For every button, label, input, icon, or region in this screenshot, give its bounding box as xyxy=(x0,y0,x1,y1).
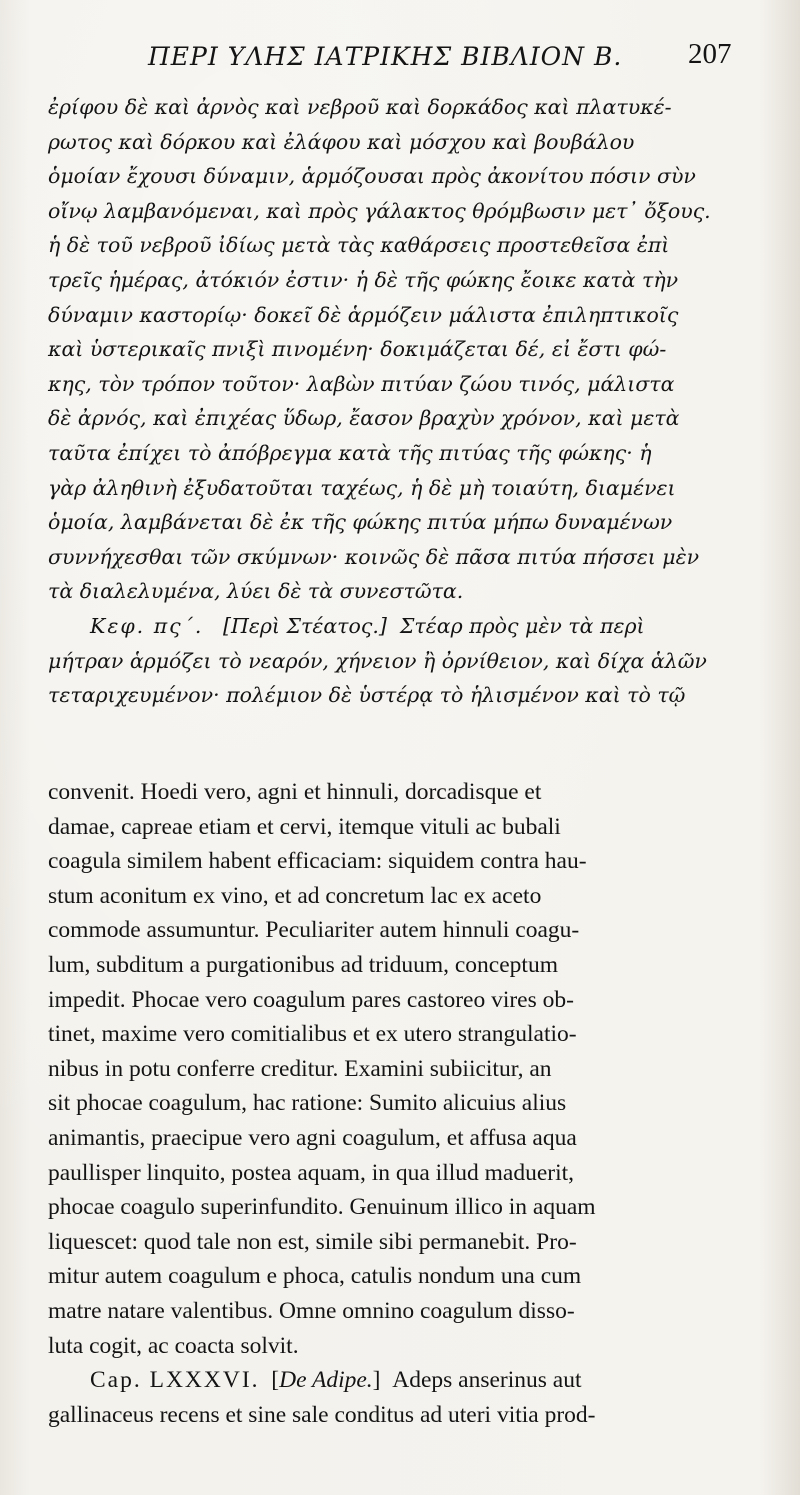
greek-chapter-text: Στέαρ πρὸς μὲν τὰ περὶ xyxy=(399,613,645,638)
greek-line: δύναμιν καστορίῳ· δοκεῖ δὲ ἁρμόζειν μάλιστα ἐπιληπτικοῖς xyxy=(48,302,679,327)
greek-line: ἡ δὲ τοῦ νεβροῦ ἰδίως μετὰ τὰς καθάρσεις προστεθεῖσα ἐπὶ xyxy=(48,233,670,258)
greek-line: καὶ ὑστερικαῖς πνιξὶ πινομένη· δοκιμάζεται δέ, εἰ ἔστι φώ- xyxy=(48,337,667,362)
greek-line: ταῦτα ἐπίχει τὸ ἀπόβρεγμα κατὰ τῆς πιτύας τῆς φώκης· ἡ xyxy=(48,440,652,465)
greek-line: ὁμοίαν ἔχουσι δύναμιν, ἁρμόζουσαι πρὸς ἀκονίτου πόσιν σὺν xyxy=(48,164,696,189)
latin-line: matre natare valentibus. Omne omnino coagulum disso- xyxy=(48,1297,575,1324)
greek-chapter-title: [Περὶ Στέατος.] xyxy=(223,613,387,638)
greek-line: τεταριχευμένον· πολέμιον δὲ ὑστέρᾳ τὸ ἡλισμένον καὶ τὸ τῷ xyxy=(48,683,686,708)
greek-line: δὲ ἀρνός, καὶ ἐπιχέας ὕδωρ, ἔασον βραχὺν χρόνον, καὶ μετὰ xyxy=(48,406,680,431)
running-head: ΠΕΡΙ ΥΛΗΣ ΙΑΤΡΙΚΗΣ ΒΙΒΛΙΟΝ Β. xyxy=(148,42,623,71)
page-header xyxy=(0,34,800,84)
page-number: 207 xyxy=(688,38,732,70)
greek-line: συννήχεσθαι τῶν σκύμνων· κοινῶς δὲ πᾶσα πιτύα πήσσει μὲν xyxy=(48,544,700,569)
latin-line: tinet, maxime vero comitialibus et ex utero strangulatio- xyxy=(48,1021,577,1048)
latin-text-block xyxy=(48,775,768,1432)
greek-line: κης, τὸν τρόπον τοῦτον· λαβὼν πιτύαν ζώου τινός, μάλιστα xyxy=(48,371,675,396)
greek-line: ὁμοία, λαμβάνεται δὲ ἐκ τῆς φώκης πιτύα μήπω δυναμένων xyxy=(48,510,673,535)
latin-line: stum aconitum ex vino, et ad concretum lac ex aceto xyxy=(48,882,542,909)
latin-line: nibus in potu conferre creditur. Examini subiicitur, an xyxy=(48,1055,552,1082)
latin-chapter-title: De Adipe. xyxy=(279,1367,373,1394)
latin-line: coagula similem habent efficaciam: siquidem contra hau- xyxy=(48,848,587,875)
greek-line: οἴνῳ λαμβανόμεναι, καὶ πρὸς γάλακτος θρόμβωσιν μετ᾽ ὄξους. xyxy=(48,198,711,223)
greek-line: γὰρ ἀληθινὴ ἐξυδατοῦται ταχέως, ἡ δὲ μὴ τοιαύτη, διαμένει xyxy=(48,475,676,500)
latin-line: gallinaceus recens et sine sale conditus ad uteri vitia prod- xyxy=(48,1401,596,1428)
latin-line: liquescet: quod tale non est, simile sibi permanebit. Pro- xyxy=(48,1228,577,1255)
greek-line: μήτραν ἁρμόζει τὸ νεαρόν, χήνειον ἢ ὀρνίθειον, καὶ δίχα ἁλῶν xyxy=(48,648,707,673)
latin-line: paullisper linquito, postea aquam, in qua illud maduerit, xyxy=(48,1159,575,1186)
latin-line: damae, capreae etiam et cervi, itemque vituli ac bubali xyxy=(48,813,561,840)
latin-line: commode assumuntur. Peculiariter autem hinnuli coagu- xyxy=(48,917,580,944)
greek-line: ρωτος καὶ δόρκου καὶ ἐλάφου καὶ μόσχου καὶ βουβάλου xyxy=(48,129,635,154)
latin-line: convenit. Hoedi vero, agni et hinnuli, dorcadisque et xyxy=(48,779,542,805)
latin-chapter-text: Adeps anserinus aut xyxy=(392,1367,582,1394)
greek-text-block xyxy=(48,90,768,713)
latin-chapter-title-close: ] xyxy=(372,1367,381,1394)
latin-line: luta cogit, ac coacta solvit. xyxy=(48,1332,299,1359)
greek-line: τὰ διαλελυμένα, λύει δὲ τὰ συνεστῶτα. xyxy=(48,579,464,604)
greek-line: ἐρίφου δὲ καὶ ἀρνὸς καὶ νεβροῦ καὶ δορκάδος καὶ πλατυκέ- xyxy=(48,95,672,119)
latin-line: phocae coagulo superinfundito. Genuinum illico in aquam xyxy=(48,1194,596,1221)
latin-chapter-heading-line xyxy=(48,1363,768,1398)
latin-line: mitur autem coagulum e phoca, catulis nondum una cum xyxy=(48,1263,582,1290)
latin-line: sit phocae coagulum, hac ratione: Sumito alicuius alius xyxy=(48,1090,567,1117)
greek-chapter-heading-line xyxy=(48,609,768,644)
latin-line: animantis, praecipue vero agni coagulum, et affusa aqua xyxy=(48,1124,577,1151)
greek-line: τρεῖς ἡμέρας, ἀτόκιόν ἐστιν· ἡ δὲ τῆς φώκης ἔοικε κατὰ τὴν xyxy=(48,267,679,292)
latin-line: lum, subditum a purgationibus ad triduum, conceptum xyxy=(48,951,558,978)
latin-line: impedit. Phocae vero coagulum pares castoreo vires ob- xyxy=(48,986,574,1013)
latin-chapter-title-open: [ xyxy=(271,1367,280,1394)
greek-chapter-label: Κεφ. πς΄. xyxy=(90,613,204,638)
latin-chapter-label: Cap. LXXXVI. xyxy=(90,1367,260,1394)
